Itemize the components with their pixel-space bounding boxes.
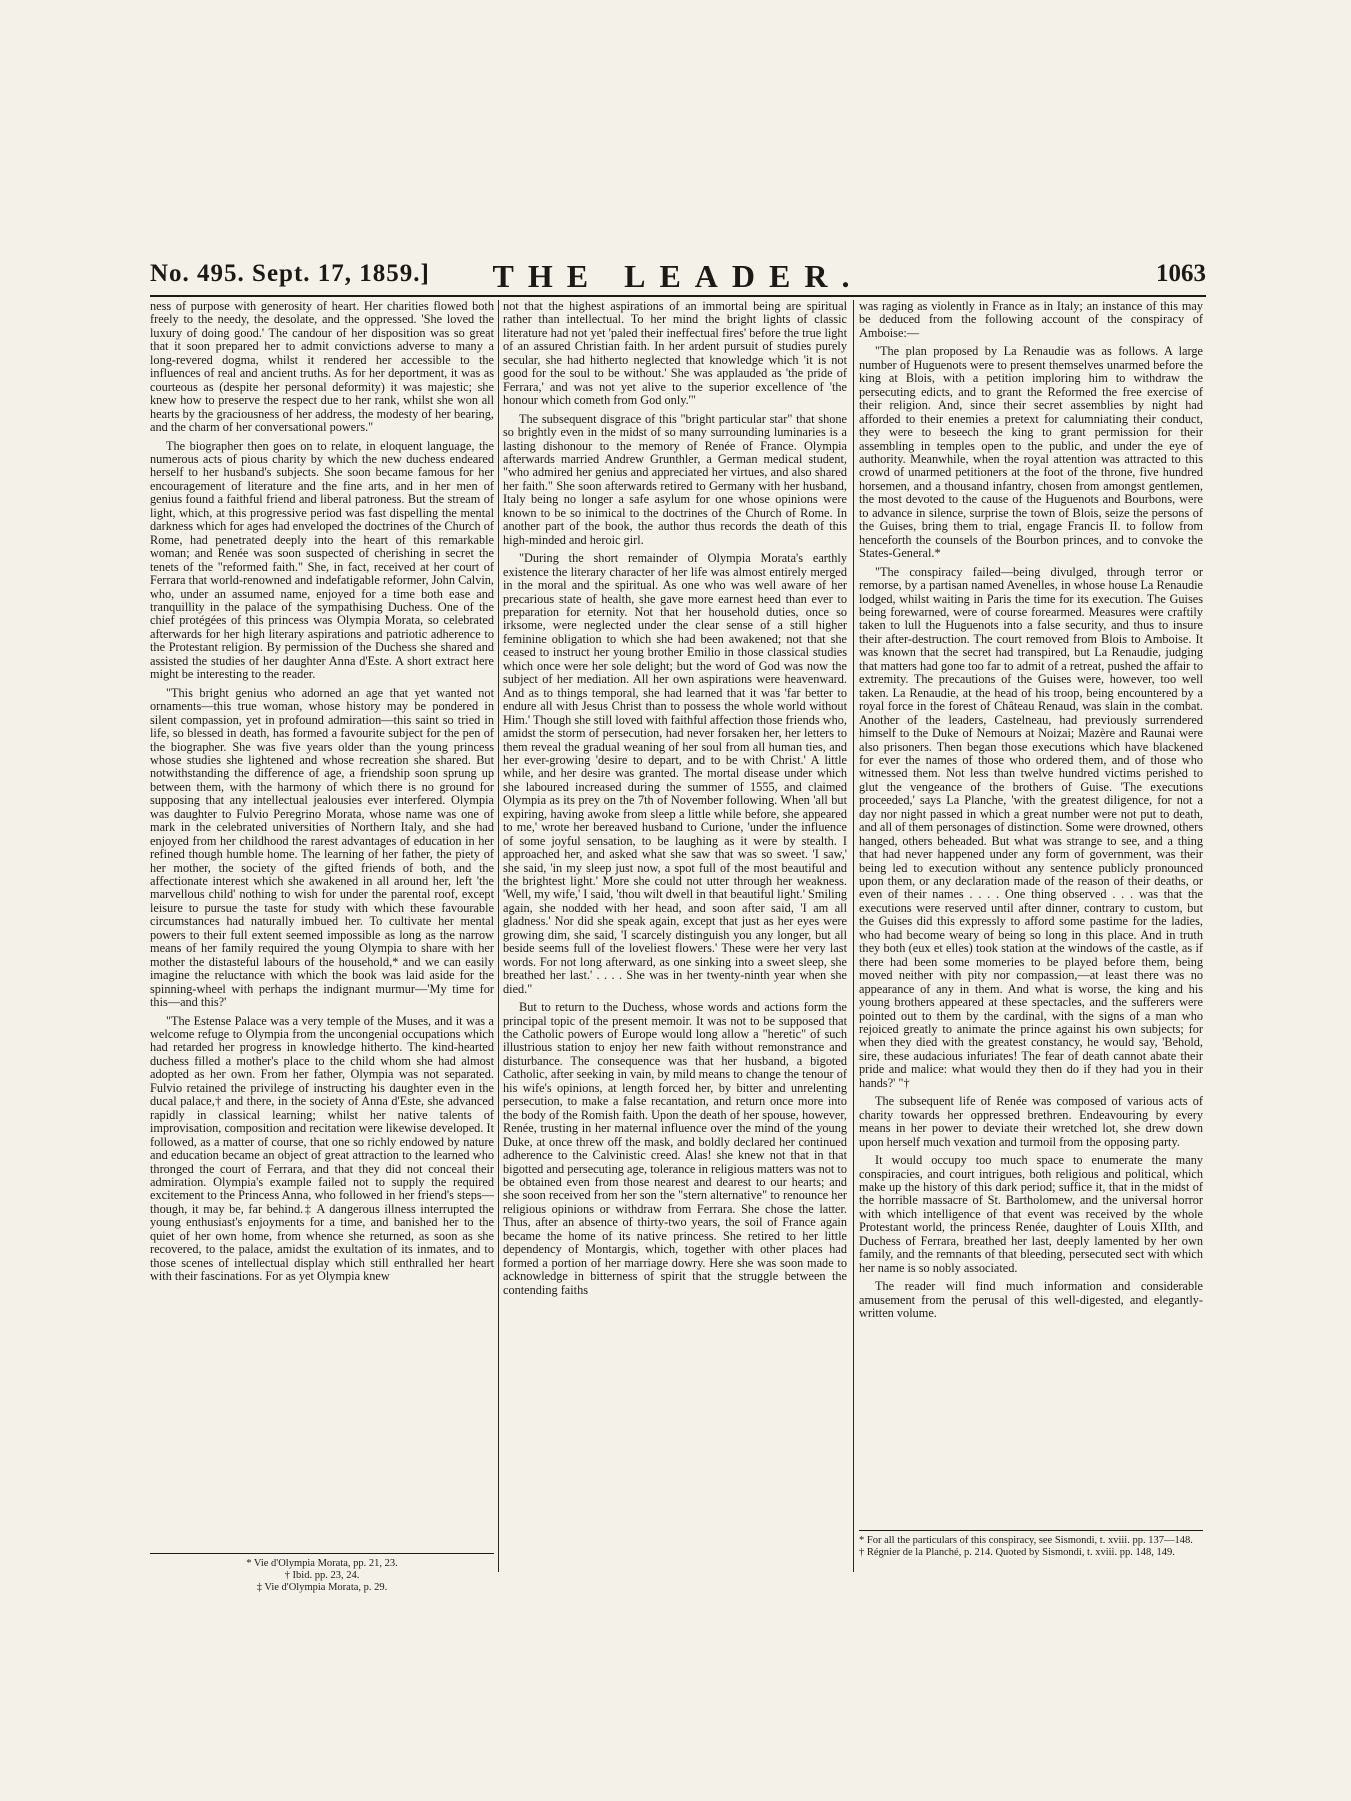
column-2: [503, 300, 847, 1548]
paragraph: The subsequent life of Renée was composed of various acts of charity towards her oppressed brethren. Endeavouring by every means in her power to deviate their wretched lot, she drew down upon herself much vexation and turmoil from the opposing party.: [859, 1094, 1203, 1149]
newspaper-title: THE LEADER.: [492, 258, 864, 294]
paragraph: "The Estense Palace was a very temple of the Muses, and it was a welcome refuge to Olympia from the uncongenial occupations which had retarded her progress in knowledge hitherto. The kind-hearted duchess filled a mother's place to the child whom she had almost adopted as her own. From her father, Olympia was not separated. Fulvio retained the privilege of instructing his daughter even in the ducal palace,† and there, in the society of Anna d'Este, she advanced rapidly in classical learning; whilst her native talents of improvisation, composition and recitation were likewise developed. It followed, as a matter of course, that one so richly endowed by nature and education became an object of great attraction to the learned who thronged the court of Ferrara, and that they did not conceal their admiration. Olympia's example failed not to supply the required excitement to the Princess Anna, who followed in her friend's steps—though, it may be, far behind.‡ A dangerous illness interrupted the young enthusiast's enjoyments for a time, and banished her to the quiet of her own home, from whence she returned, as soon as she recovered, to the palace, amidst the exultation of its inmates, and to those scenes of intellectual display which still enthralled her heart with their fascinations. For as yet Olympia knew: [150, 1013, 494, 1284]
paragraph: ness of purpose with generosity of heart. Her charities flowed both freely to the needy, the desolate, and the oppressed. 'She loved the luxury of doing good.' The candour of her disposition was so great that it soon prepared her to admit convictions adverse to many a long-revered dogma, whilst it rendered her accessible to the influences of real and ancient truths. As for her deportment, it was as courteous as (despite her personal deformity) it was majestic; she knew how to preserve the respect due to her rank, whilst she won all hearts by the graciousness of her address, the modesty of her bearing, and the charm of her conversational powers.": [150, 300, 494, 435]
issue-line: No. 495. Sept. 17, 1859.]: [150, 260, 430, 287]
footnotes-column-3: [859, 1530, 1203, 1559]
paragraph: It would occupy too much space to enumerate the many conspiracies, and court intrigues, both religious and political, which make up the history of this dark period; suffice it, that in the midst of the horrible massacre of St. Bartholomew, and the universal horror with which intelligence of that event was received by the whole Protestant world, the princess Renée, daughter of Louis XIIth, and Duchess of Ferrara, breathed her last, deeply lamented by her own family, and the remnants of that bleeding, persecuted sect with which her name is so nobly associated.: [859, 1153, 1203, 1275]
paragraph: The reader will find much information and considerable amusement from the perusal of this well-digested, and elegantly-written volume.: [859, 1279, 1203, 1321]
footnote: * For all the particulars of this conspiracy, see Sismondi, t. xviii. pp. 137—148.: [859, 1535, 1193, 1546]
paragraph: The subsequent disgrace of this "bright particular star" that shone so brightly even in the midst of so many surrounding luminaries is a lasting dishonour to the memory of Renée of France. Olympia afterwards married Andrew Grunthler, a German medical student, "who admired her genius and appreciated her virtues, and also shared her faith." She soon afterwards retired to Germany with her husband, Italy being no longer a safe asylum for one whose opinions were known to be so inimical to the doctrines of the Church of Rome. In another part of the book, the author thus records the death of this high-minded and heroic girl.: [503, 411, 847, 547]
page-number: 1063: [1156, 260, 1206, 287]
footnote: † Ibid. pp. 23, 24.: [284, 1570, 360, 1581]
header-rule: [150, 295, 1206, 297]
paragraph: But to return to the Duchess, whose words and actions form the principal topic of the present memoir. It was not to be supposed that the Catholic powers of Europe would long allow a "heretic" of such illustrious station to enjoy her new faith without remonstrance and disturbance. The consequence was that her husband, a bigoted Catholic, after seeking in vain, by mild means to change the tenour of his wife's opinions, at length forced her, by bitter and unrelenting persecution, to make a false recantation, and return once more into the body of the Romish faith. Upon the death of her spouse, however, Renée, trusting in her maternal influence over the mind of the young Duke, at once threw off the mask, and boldly declared her continued adherence to the Calvinistic creed. Alas! she knew not that in that bigotted and persecuting age, tolerance in religious matters was not to be obtained even from those nearest and dearest to our hearts; and she soon received from her son the "stern alternative" to renounce her religious opinions or withdraw from Ferrara. She chose the latter. Thus, after an absence of thirty-two years, the soil of France again became the home of its native princess. She retired to her little dependency of Montargis, which, together with other places had formed a portion of her marriage dowry. Here she was soon made to acknowledge in bitterness of spirit that the struggle between the contending faiths: [503, 1000, 847, 1297]
column-divider: [853, 300, 854, 1572]
footnote: * Vie d'Olympia Morata, pp. 21, 23.: [246, 1558, 398, 1569]
paragraph: "During the short remainder of Olympia Morata's earthly existence the literary character of her life was almost entirely merged in the moral and the spiritual. As one who was well aware of her precarious state of health, she gave more earnest heed than ever to preparation for eternity. Not that her household duties, once so irksome, were neglected under the clear sense of a still higher feminine obligation to which she had been awakened; not that she ceased to instruct her young brother Emilio in those classical studies which once were her sole delight; but the word of God was now the subject of her mediation. All her own aspirations were heavenward. And as to things temporal, she had learned that it was 'far better to endure all with Jesus Christ than to possess the whole world without Him.' Though she still loved with faithful affection those friends who, amidst the storm of persecution, had never forsaken her, her letters to them reveal the gradual weaning of her soul from all human ties, and her ever-growing 'desire to depart, and to be with Christ.' A little while, and her desire was granted. The mortal disease under which she laboured increased during the summer of 1555, and claimed Olympia as its prey on the 7th of November following. When 'all but expiring, having awoke from sleep a little while before, she appeared to me,' wrote her bereaved husband to Curione, 'under the influence of some joyful sensation, to be laughing as it were by stealth. I approached her, and asked what she saw that was so sweet. 'I saw,' she said, 'in my sleep just now, a spot full of the most beautiful and the brightest light.' More she could not utter through her weakness. 'Well, my wife,' I said, 'thou wilt dwell in that beautiful light.' Smiling again, she nodded with her head, and soon after said, 'I am all gladness.' Nor did she speak again, except that just as her eyes were growing dim, she said, 'I scarcely distinguish you any longer, but all beside seems full of the loveliest flowers.' These were her very last words. For not long afterward, as one sinking into a sweet sleep, she breathed her last.' . . . . She was in her twenty-ninth year when she died.": [503, 551, 847, 996]
column-1: [150, 300, 494, 1548]
column-3: [859, 300, 1203, 1524]
column-divider: [498, 300, 499, 1572]
paragraph: "The plan proposed by La Renaudie was as follows. A large number of Huguenots were to present themselves unarmed before the king at Blois, with a petition imploring him to withdraw the persecuting edicts, and to grant the Reformed the free exercise of their religion. And, since their secret assemblies by night had afforded to their enemies a pretext for calumniating their conduct, they were to beseech the king to grant permission for their assembling in temples open to the public, and under the eye of authority. Meanwhile, when the royal attention was attracted to this crowd of unarmed petitioners at the foot of the throne, five hundred horsemen, and a thousand infantry, chosen from amongst gentlemen, the most devoted to the cause of the Huguenots and Bourbons, were to advance in silence, surprise the town of Blois, seize the persons of the Guises, bring them to trial, engage Francis II. to follow from henceforth the counsels of the Bourbon princes, and to convoke the States-General.*: [859, 344, 1203, 561]
footnote: † Régnier de la Planché, p. 214. Quoted by Sismondi, t. xviii. pp. 148, 149.: [859, 1547, 1175, 1558]
masthead: [150, 258, 1206, 294]
paragraph: "This bright genius who adorned an age that yet wanted not ornaments—this true woman, whose history may be pondered in silent compassion, yet in profound admiration—this saint so tried in life, so blessed in death, has formed a favourite subject for the pen of the biographer. She was five years older than the young princess whose studies she lightened and whose recreation she shared. But notwithstanding the difference of age, a friendship soon sprung up between them, with the harmony of which there is no ground for supposing that any intellectual jealousies ever interfered. Olympia was daughter to Fulvio Peregrino Morata, whose name was one of mark in the celebrated universities of Northern Italy, and she had enjoyed from her childhood the rarest advantages of education in her refined though humble home. The learning of her father, the piety of her mother, the society of the gifted friends of both, and the affectionate interest which she awakened in all around her, left 'the marvellous child' nothing to wish for under the parental roof, except leisure to pursue the taste for study with which these favourable circumstances had naturally imbued her. To cultivate her mental powers to their full extent seemed impossible as long as the narrow means of her family required the young Olympia to share with her mother the distasteful labours of the household,* and we can easily imagine the reluctance with which the book was laid aside for the spinning-wheel with perhaps the indignant murmur—'My time for this—and this?': [150, 685, 494, 1010]
footnote: ‡ Vie d'Olympia Morata, p. 29.: [256, 1582, 388, 1593]
paragraph: not that the highest aspirations of an immortal being are spiritual rather than intellectual. To her mind the bright lights of classic literature had not yet 'paled their ineffectual fires' before the true light of an assured Christian faith. In her ardent pursuit of studies purely secular, she had hitherto neglected that knowledge which 'it is not good for the soul to be without.' She was applauded as 'the pride of Ferrara,' and was not yet alive to the superior excellence of 'the honour which cometh from God only.'": [503, 300, 847, 408]
paragraph: The biographer then goes on to relate, in eloquent language, the numerous acts of pious charity by which the new duchess endeared herself to her husband's subjects. She soon became famous for her encouragement of literature and the fine arts, and in her men of genius found a faithful friend and liberal patroness. But the stream of light, which, at this progressive period was fast dispelling the mental darkness which for ages had enveloped the doctrines of the Church of Rome, had penetrated deeply into the heart of this remarkable woman; and Renée was soon suspected of cherishing in secret the tenets of the "reformed faith." She, in fact, received at her court of Ferrara that world-renowned and indefatigable reformer, John Calvin, who, under an assumed name, enjoyed for a time both ease and tranquillity in the palace of the sympathising Duchess. One of the chief protégées of this princess was Olympia Morata, so celebrated afterwards for her high literary aspirations and patriotic adherence to the Protestant religion. By permission of the Duchess she shared and assisted the studies of her daughter Anna d'Este. A short extract here might be interesting to the reader.: [150, 438, 494, 682]
paragraph: "The conspiracy failed—being divulged, through terror or remorse, by a partisan named Avenelles, in whose house La Renaudie lodged, whilst waiting in Paris the time for its execution. The Guises being forewarned, were of course forearmed. Measures were craftily taken to lull the Huguenots into a false security, and thus to insure their after-destruction. The court removed from Blois to Amboise. It was known that the secret had transpired, but La Renaudie, judging that matters had gone too far to admit of a retreat, pushed the affair to extremity. The precautions of the Guises were, however, too well taken. La Renaudie, at the head of his troop, being encountered by a royal force in the forest of Château Renaud, was slain in the combat. Another of the leaders, Castelneau, had previously surrendered himself to the Duke of Nemours at Noizai; Mazère and Raunai were also prisoners. Then began those executions which have blackened for ever the names of those who ordered them, and of those who witnessed them. Not less than twelve hundred victims perished to glut the vengeance of the brothers of Guise. 'The executions proceeded,' says La Planche, 'with the greatest diligence, for not a day nor night passed in which a great number were not put to death, and all of them personages of distinction. Some were drowned, others hanged, others beheaded. But what was strange to see, and a thing that had never happened under any form of government, was their being led to execution without any sentence publicly pronounced upon them, or any declaration made of the reason of their deaths, or even of their names . . . . One thing observed . . . was that the executions were reserved until after dinner, contrary to custom, but the Guises did this expressly to afford some pastime for the ladies, who had become weary of being so long in this place. And in truth they both (eux et elles) took station at the windows of the castle, as if there had been some momeries to be played before them, being moved neither with pity nor compassion,—at least there was no appearance of any in them. And what is worse, the king and his young brothers appeared at these spectacles, and the sufferers were pointed out to them by the cardinal, with the signs of a man who rejoiced greatly to animate the prince against his own subjects; for when they died with the greatest constancy, he would say, 'Behold, sire, these audacious infuriates! The fear of death cannot abate their pride and malice: what would they then do if they had you in their hands?' "†: [859, 564, 1203, 1090]
footnotes-column-1: [150, 1553, 494, 1594]
paragraph: was raging as violently in France as in Italy; an instance of this may be deduced from the following account of the conspiracy of Amboise:—: [859, 300, 1203, 340]
